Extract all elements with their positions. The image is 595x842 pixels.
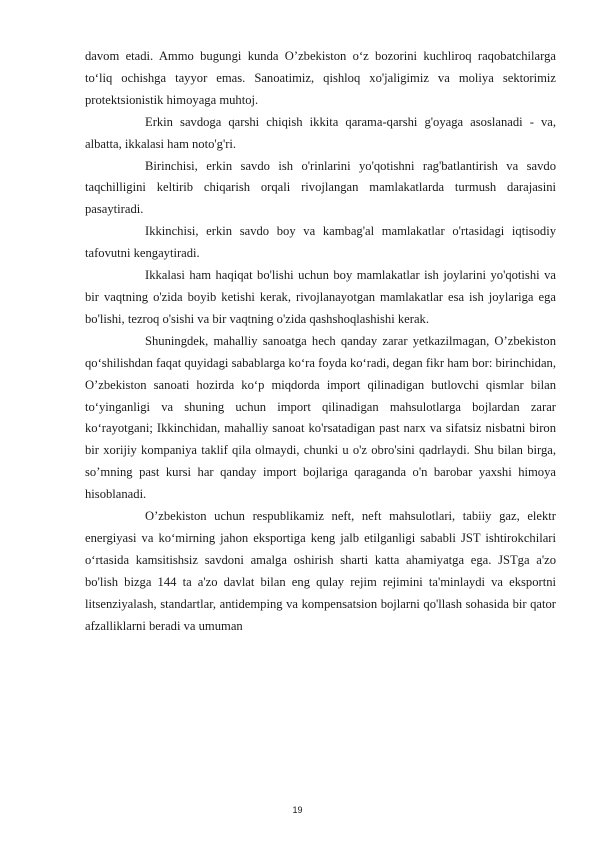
paragraph-7: O’zbekiston uchun respublikamiz neft, neft mahsulotlari, tabiiy gaz, elektr energiyasi va ko‘mirning jahon eksportiga keng jalb etilganligi sababli JST ishtirokchilari o‘rtasida kamsitishsiz savdoni amalga oshirish sharti katta ahamiyatga ega. JSTga a'zo bo'lish bizga 144 ta a'zo davlat bilan eng qulay rejim rejimini ta'minlaydi va eksportni litsenziyalash, standartlar, antidemping va kompensatsion bojlarni qo'llash sohasida bir qator afzalliklarni beradi va umuman	[85, 509, 556, 633]
body-text	[85, 46, 556, 637]
paragraph-3: Birinchisi, erkin savdo ish o'rinlarini yo'qotishni rag'batlantirish va savdo taqchilligini keltirib chiqarish orqali rivojlangan mamlakatlarda turmush darajasini pasaytiradi.	[85, 158, 556, 217]
paragraph-5: Ikkalasi ham haqiqat bo'lishi uchun boy mamlakatlar ish joylarini yo'qotishi va bir vaqtning o'zida boyib ketishi kerak, rivojlanayotgan mamlakatlar esa ish joylariga ega bo'lishi, tezroq o'sishi va bir vaqtning o'zida qashshoqlashishi kerak.	[85, 268, 556, 326]
paragraph-1: davom etadi. Ammo bugungi kunda O’zbekiston o‘z bozorini kuchliroq raqobatchilarga to‘liq ochishga tayyor emas. Sanoatimiz, qishloq xo'jaligimiz va moliya sektorimiz protektsionistik himoyaga muhtoj.	[85, 49, 556, 107]
paragraph-6: Shuningdek, mahalliy sanoatga hech qanday zarar yetkazilmagan, O’zbekiston qo‘shilishdan faqat quyidagi sabablarga ko‘ra foyda ko‘radi, degan fikr ham bor: birinchidan, O’zbekiston sanoati hozirda ko‘p miqdorda import qilinadigan butlovchi qismlar bilan to‘yinganligi va shuning uchun import qilinadigan mahsulotlarga bojlardan zarar ko‘rayotgani; Ikkinchidan, mahalliy sanoat ko'rsatadigan past narx va sifatsiz nisbatni biron bir xorijiy kompaniya taklif qila olmaydi, chunki u o'z obro'sini qadrlaydi. Shu bilan birga, so’mning past kursi har qanday import bojlariga qaraganda o'n barobar yaxshi himoya hisoblanadi.	[85, 333, 556, 502]
paragraph-2: Erkin savdoga qarshi chiqish ikkita qarama-qarshi g'oyaga asoslanadi - va, albatta, ikkalasi ham noto'g'ri.	[85, 114, 556, 151]
page-number: 19	[292, 805, 303, 815]
paragraph-4: Ikkinchisi, erkin savdo boy va kambag'al mamlakatlar o'rtasidagi iqtisodiy tafovutni kengaytiradi.	[85, 224, 556, 261]
